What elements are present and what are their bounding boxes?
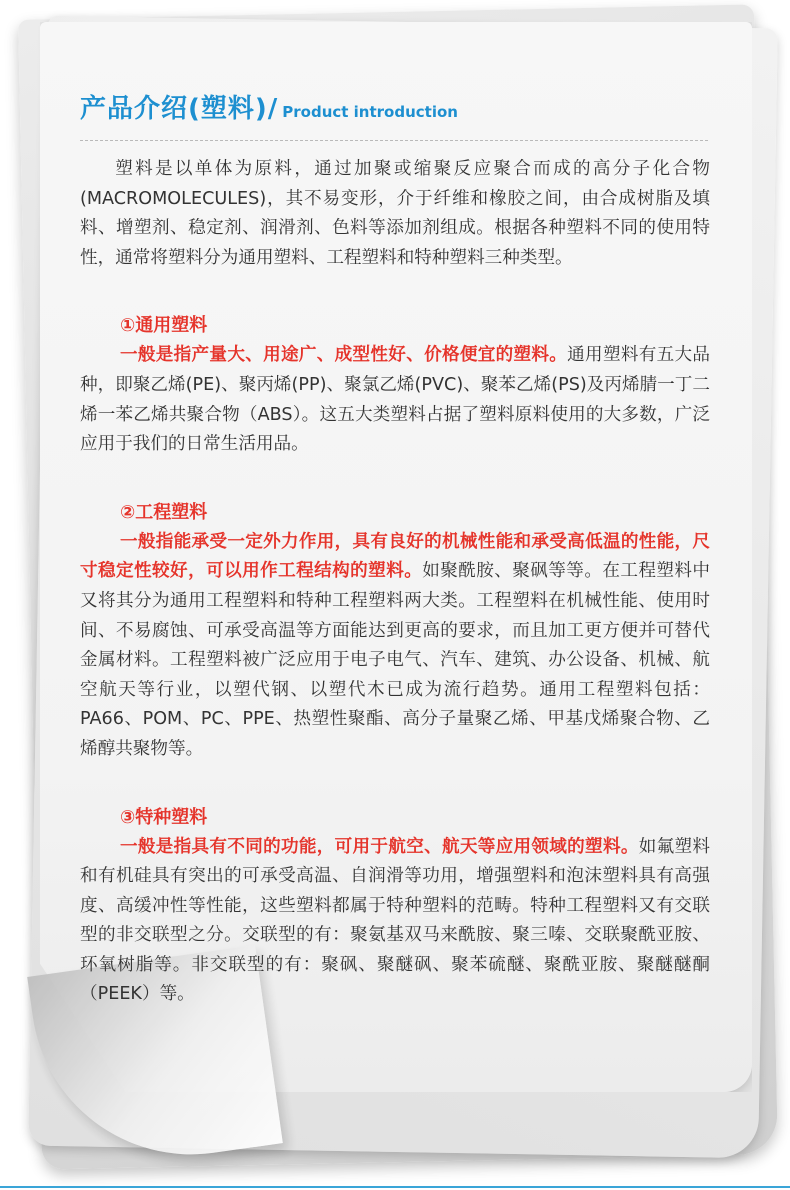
section-special-plastics <box>80 803 710 1011</box>
title-chinese: 产品介绍(塑料)/ <box>80 94 279 124</box>
body-text: 通用塑料有五大品种，即聚乙烯(PE)、聚丙烯(PP)、聚氯乙烯(PVC)、聚苯乙烯(PS)及丙烯腈一丁二烯一苯乙烯共聚合物（ABS）。这五大类塑料占据了塑料原料使用的大多数，广泛应用于我们的日常生活用品。 <box>80 345 710 455</box>
document-content <box>80 88 710 1010</box>
highlight-text: 一般指能承受一定外力作用，具有良好的机械性能和承受高低温的性能，尺寸稳定性较好，可以用作工程结构的塑料。 <box>80 531 710 582</box>
bottom-accent-line <box>0 1186 790 1188</box>
title-english: Product introduction <box>282 103 458 121</box>
section-heading: ①通用塑料 <box>120 315 208 337</box>
section-engineering-plastics <box>80 498 710 765</box>
page-title <box>80 88 710 128</box>
dashed-divider <box>80 140 708 141</box>
highlight-text: 一般是指产量大、用途广、成型性好、价格便宜的塑料。 <box>120 345 568 366</box>
section-paragraph <box>80 833 710 1011</box>
section-heading: ③特种塑料 <box>120 806 208 828</box>
section-heading: ②工程塑料 <box>120 501 208 523</box>
body-text: 如氟塑料和有机硅具有突出的可承受高温、自润滑等功用，增强塑料和泡沫塑料具有高强度、高缓冲性等性能，这些塑料都属于特种塑料的范畴。特种工程塑料又有交联型的非交联型之分。交联型的有：聚氨基双马来酰胺、聚三嗪、交联聚酰亚胺、环氧树脂等。非交联型的有：聚砜、聚醚砜、聚苯硫醚、聚酰亚胺、聚醚醚酮（PEEK）等。 <box>80 836 710 1005</box>
intro-paragraph: 塑料是以单体为原料，通过加聚或缩聚反应聚合而成的高分子化合物(MACROMOLECULES)，其不易变形，介于纤维和橡胶之间，由合成树脂及填料、增塑剂、稳定剂、润滑剂、色料等添加剂组成。根据各种塑料不同的使用特性，通常将塑料分为通用塑料、工程塑料和特种塑料三种类型。 <box>80 159 710 268</box>
section-general-plastics <box>80 311 710 459</box>
section-paragraph <box>80 341 710 459</box>
body-text: 如聚酰胺、聚砜等等。在工程塑料中又将其分为通用工程塑料和特种工程塑料两大类。工程塑料在机械性能、使用时间、不易腐蚀、可承受高温等方面能达到更高的要求，而且加工更方便并可替代金属材料。工程塑料被广泛应用于电子电气、汽车、建筑、办公设备、机械、航空航天等行业，以塑代钢、以塑代木已成为流行趋势。通用工程塑料包括：PA66、POM、PC、PPE、热塑性聚酯、高分子量聚乙烯、甲基戊烯聚合物、乙烯醇共聚物等。 <box>80 561 710 759</box>
section-paragraph <box>80 528 710 765</box>
highlight-text: 一般是指具有不同的功能，可用于航空、航天等应用领域的塑料。 <box>120 836 639 857</box>
